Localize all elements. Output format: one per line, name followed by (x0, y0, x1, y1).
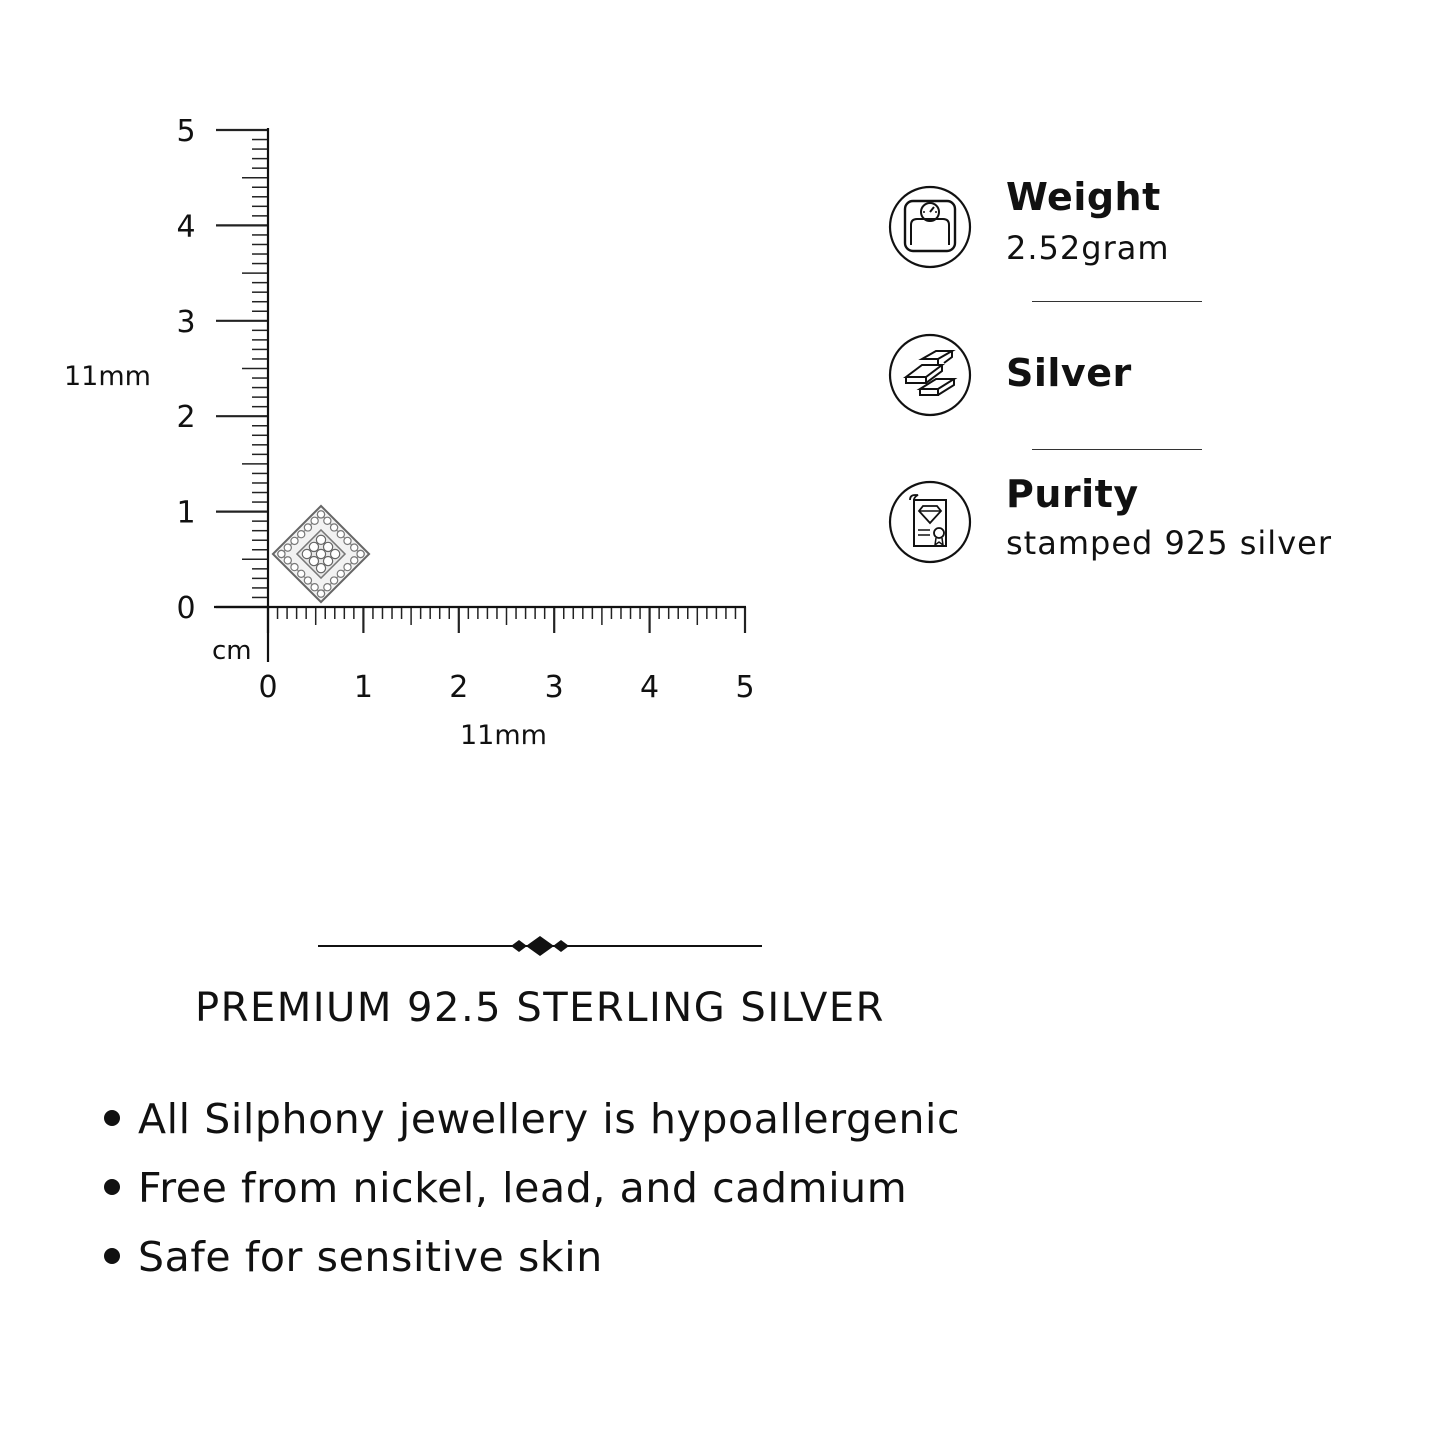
ruler-y-tick-label: 4 (176, 209, 196, 245)
spec-weight (888, 175, 1408, 275)
spec-metal-label: Silver (1006, 351, 1132, 395)
size-ruler (0, 0, 820, 780)
list-item (104, 1154, 960, 1223)
ruler-y-tick-label: 0 (176, 591, 196, 626)
ruler-x-tick-label: 1 (353, 670, 373, 705)
ruler-x-tick-label: 3 (544, 670, 564, 705)
width-label: 11mm (460, 720, 547, 751)
ruler-x-tick-label: 2 (449, 670, 469, 705)
list-item (104, 1223, 960, 1292)
spec-purity (888, 472, 1408, 570)
spec-divider (1032, 301, 1202, 302)
feature-text: Free from nickel, lead, and cadmium (138, 1164, 908, 1212)
height-label: 11mm (64, 361, 151, 392)
certificate-icon (888, 480, 972, 564)
ruler-y-tick-label: 1 (176, 495, 196, 531)
earring-image (273, 506, 369, 602)
spec-weight-value: 2.52gram (1006, 229, 1170, 267)
spec-divider (1032, 449, 1202, 450)
feature-list (104, 1085, 960, 1292)
ruler-x-tick-label: 4 (640, 670, 660, 705)
section-heading: PREMIUM 92.5 STERLING SILVER (195, 985, 885, 1031)
bullet-icon (104, 1179, 120, 1195)
list-item (104, 1085, 960, 1154)
spec-purity-label: Purity (1006, 472, 1139, 516)
ornament-divider (318, 934, 762, 958)
spec-metal (888, 333, 1408, 423)
feature-text: Safe for sensitive skin (138, 1233, 603, 1281)
ruler-y-tick-label: 3 (176, 304, 196, 340)
scale-icon (888, 185, 972, 269)
silver-bars-icon (888, 333, 972, 417)
ruler-x-tick-label: 5 (735, 670, 755, 705)
ruler-unit-label: cm (212, 636, 252, 666)
spec-weight-label: Weight (1006, 175, 1161, 219)
ruler-y-tick-label: 2 (176, 400, 196, 436)
ruler-x-tick-label: 0 (258, 670, 278, 705)
bullet-icon (104, 1248, 120, 1264)
spec-purity-value: stamped 925 silver (1006, 524, 1332, 562)
bullet-icon (104, 1110, 120, 1126)
feature-text: All Silphony jewellery is hypoallergenic (138, 1095, 961, 1143)
ruler-y-tick-label: 5 (176, 114, 196, 149)
